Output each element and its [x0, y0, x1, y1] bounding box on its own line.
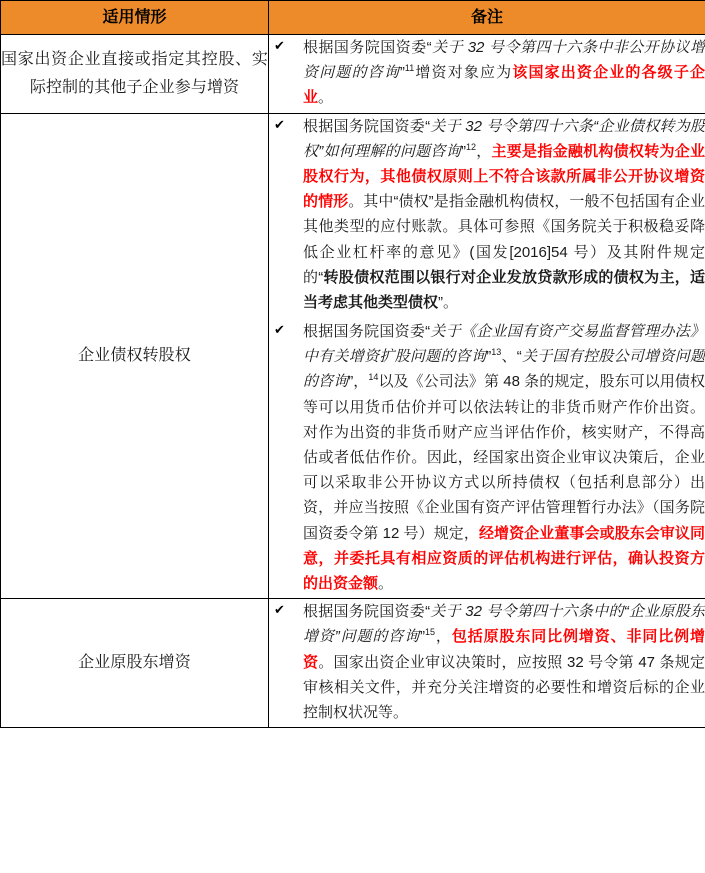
text-segment: 、“	[501, 348, 522, 366]
text-segment: 关于 32 号令第四十六条中非公开协议增资问题的咨询	[303, 39, 705, 82]
check-icon: ✔	[274, 602, 285, 618]
cell-applicable-situation: 企业债权转股权	[1, 113, 269, 599]
text-segment: 根据国务院国资委“	[303, 117, 431, 135]
text-segment: 。	[378, 574, 394, 592]
text-segment: 。其中“债权”是指金融机构债权，一般不包括国有企业其他类型的应付账款。具体可参照《国务院关于积极稳妥降低企业杠杆率的意见》(国发[2016]54 号）及其附件规定的“	[303, 193, 705, 286]
text-segment: 根据国务院国资委“	[303, 603, 431, 621]
column-header-applicable-situation: 适用情形	[1, 1, 269, 35]
table-body	[1, 35, 705, 728]
text-segment: 根据国务院国资委“	[303, 39, 432, 56]
table-row	[1, 113, 705, 599]
text-segment: 增资对象应为	[414, 64, 513, 82]
remark-list	[269, 35, 705, 111]
remark-list	[269, 114, 705, 597]
text-segment: ”。	[438, 293, 459, 311]
cell-remarks	[269, 35, 705, 114]
text-segment: ”	[486, 348, 492, 366]
text-segment: 关于国有控股公司增资问题的咨询	[303, 348, 705, 391]
text-segment: 关于 32 号令第四十六条中的“企业原股东增资”问题的咨询	[303, 603, 705, 646]
text-segment: ”	[399, 64, 405, 82]
text-segment: 。国家出资企业审议决策时，应按照 32 号令第 47 条规定审核相关文件，并充分关注增资的必要性和增资后标的企业控制权状况等。	[303, 653, 705, 721]
check-icon: ✔	[274, 116, 285, 132]
text-segment: 以及《公司法》第 48 条的规定，股东可以用债权等可以用货币估价并可以依法转让的非货币财产作价出资。对作为出资的非货币财产应当评估作价，核实财产，不得高估或者低估作价。因此，经国家出资企业审议决策后，企业可以采取非公开协议方式以所持债权（包括利息部分）出资，并应当按照《企业国有资产评估管理暂行办法》（国务院国资委令第 12 号）规定，	[303, 373, 705, 542]
text-segment: 主要是指金融机构债权转为企业股权行为，其他债权原则上不符合该款所属非公开协议增资的情形	[303, 142, 705, 211]
table-header-row	[1, 1, 705, 35]
text-segment: ，	[435, 628, 452, 646]
footnote-marker: 11	[404, 63, 415, 74]
remark-list	[269, 599, 705, 725]
column-header-remarks: 备注	[269, 1, 705, 35]
remark-item	[269, 599, 705, 725]
table-row	[1, 35, 705, 114]
check-icon: ✔	[274, 38, 285, 53]
text-segment: 根据国务院国资委“	[303, 323, 431, 341]
check-icon: ✔	[274, 322, 285, 338]
cell-remarks	[269, 113, 705, 599]
text-segment: ”	[420, 628, 426, 646]
text-segment: 。	[318, 89, 334, 107]
text-segment: 经增资企业董事会或股东会审议同意，并委托具有相应资质的评估机构进行评估，确认投资方的出资金额	[303, 524, 705, 592]
footnote-marker: 15	[425, 627, 436, 638]
remark-item	[269, 35, 705, 111]
cell-remarks	[269, 599, 705, 728]
text-segment: 关于 32 号令第四十六条“企业债权转为股权”如何理解的问题咨询	[303, 117, 705, 160]
remark-item	[269, 114, 705, 316]
footnote-marker: 12	[465, 141, 476, 152]
footnote-marker: 14	[368, 372, 379, 383]
text-segment: 转股债权范围以银行对企业发放贷款形成的债权为主，适当考虑其他类型债权	[303, 268, 705, 311]
cell-applicable-situation: 企业原股东增资	[1, 599, 269, 728]
remark-item	[269, 319, 705, 596]
cell-applicable-situation: 国家出资企业直接或指定其控股、实际控制的其他子企业参与增资	[1, 35, 269, 114]
text-segment: 关于《企业国有资产交易监督管理办法》中有关增资扩股问题的咨询	[303, 323, 705, 366]
table-row	[1, 599, 705, 728]
text-segment: 包括原股东同比例增资、非同比例增资	[303, 628, 705, 671]
text-segment: ”，	[348, 373, 369, 391]
text-segment: ”	[460, 142, 466, 160]
footnote-marker: 13	[491, 347, 502, 358]
text-segment: 该国家出资企业的各级子企业	[303, 64, 705, 107]
text-segment: ，	[475, 142, 492, 160]
